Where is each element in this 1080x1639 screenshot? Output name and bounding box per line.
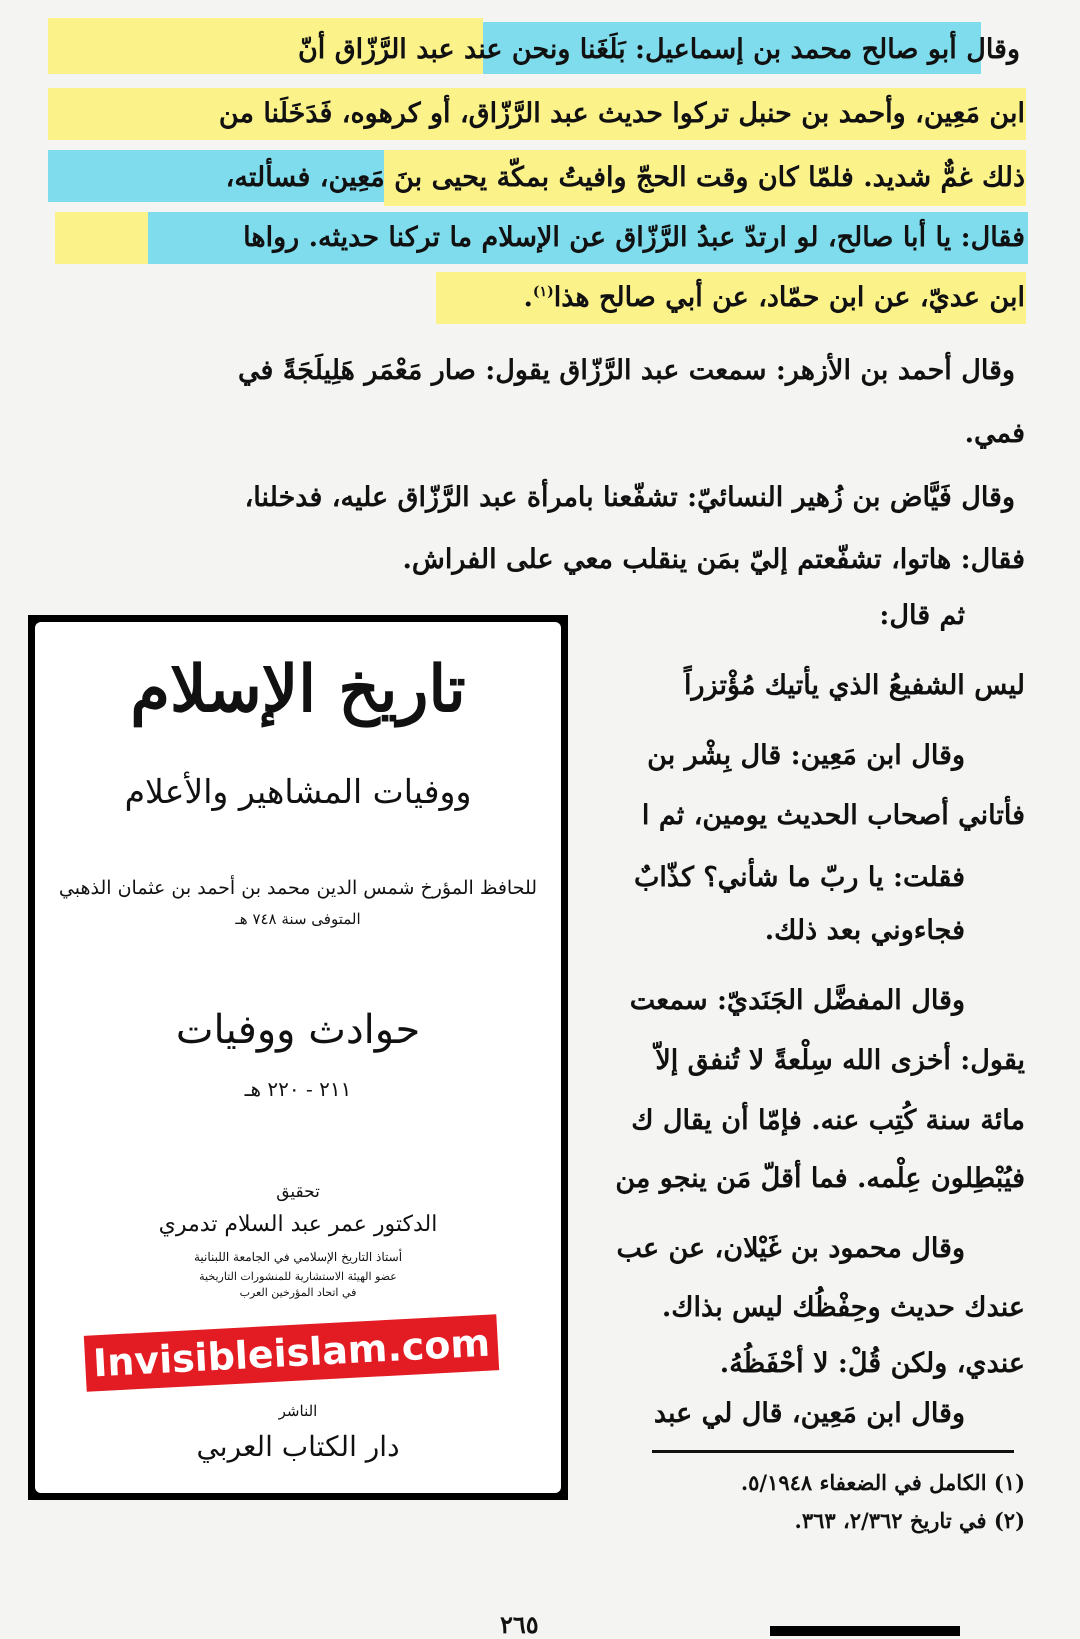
- footnote-rule: [652, 1450, 1014, 1453]
- cover-years: ٢١١ - ٢٢٠ هـ: [244, 1077, 352, 1101]
- cover-subtitle: ووفيات المشاهير والأعلام: [124, 772, 472, 811]
- cover-died: المتوفى سنة ٧٤٨ هـ: [235, 910, 361, 928]
- black-bar: [770, 1626, 960, 1636]
- footnote-mark-1: (١): [532, 284, 554, 300]
- footnote-2: (٢) في تاريخ ٢/٣٦٢، ٣٦٣.: [794, 1508, 1025, 1533]
- highlight-yellow-4: [55, 212, 148, 264]
- text-line-22: عندي، ولكن قُلْ: لا أحْفَظُهُ.: [719, 1348, 1025, 1379]
- text-line-3: ذلك غمٌّ شديد. فلمّا كان وقت الحجّ وافيتُ بمكّة يحيى بنَ مَعِين، فسألته،: [225, 162, 1025, 193]
- text-line-4: فقال: يا أبا صالح، لو ارتدّ عبدُ الرَّزّاق عن الإسلام ما تركنا حديثه. رواها: [243, 222, 1025, 253]
- cover-author: للحافظ المؤرخ شمس الدين محمد بن أحمد بن عثمان الذهبي: [58, 877, 538, 899]
- text-line-1: وقال أبو صالح محمد بن إسماعيل: بَلَغَنا ونحن عند عبد الرَّزّاق أنّ: [297, 34, 1020, 65]
- cover-publisher: دار الكتاب العربي: [196, 1430, 400, 1463]
- cover-editor: الدكتور عمر عبد السلام تدمري: [158, 1212, 438, 1237]
- text-line-23: وقال ابن مَعِين، قال لي عبد: [653, 1398, 965, 1429]
- text-line-21: عندك حديث وحِفْظُك ليس بذاك.: [661, 1292, 1025, 1323]
- cover-editor-line3: في اتحاد المؤرخين العرب: [239, 1286, 357, 1299]
- text-line-14: فقلت: يا ربّ ما شأني؟ كذّابٌ: [633, 862, 965, 893]
- text-line-12-text: وقال ابن مَعِين: قال بِشْر بن: [647, 740, 965, 771]
- text-line-20: وقال محمود بن غَيْلان، عن عب: [616, 1233, 965, 1264]
- footnote-1: (١) الكامل في الضعفاء ٥/١٩٤٨.: [740, 1470, 1025, 1495]
- text-line-2: ابن مَعِين، وأحمد بن حنبل تركوا حديث عبد الرَّزّاق، أو كرهوه، فَدَخَلَنا من: [218, 98, 1025, 129]
- text-line-16: وقال المفضَّل الجَنَديّ: سمعت: [629, 985, 965, 1016]
- page-number: ٢٦٥: [500, 1610, 539, 1639]
- cover-part: حوادث ووفيات: [175, 1007, 421, 1053]
- text-line-11: ليس الشفيعُ الذي يأتيك مُؤْتزراً: [684, 670, 1025, 701]
- text-line-18: مائة سنة كُتِب عنه. فإمّا أن يقال ك: [631, 1105, 1025, 1136]
- text-line-5: ابن عديّ، عن ابن حمّاد، عن أبي صالح هذا$^{(١)}$.: [523, 282, 1025, 313]
- text-line-5-text: ابن عديّ، عن ابن حمّاد، عن أبي صالح هذا: [553, 282, 1025, 313]
- text-line-10: ثم قال:: [879, 600, 965, 631]
- cover-edited-label: تحقيق: [276, 1182, 320, 1202]
- text-line-9: فقال: هاتوا، تشفّعتم إليّ بمَن ينقلب معي على الفراش.: [402, 544, 1025, 575]
- text-line-15: فجاءوني بعد ذلك.: [764, 915, 965, 946]
- text-line-6: وقال أحمد بن الأزهر: سمعت عبد الرَّزّاق يقول: صار مَعْمَر هَلِيلَجَةً في: [237, 355, 1015, 386]
- text-line-19: فيُبْطِلون عِلْمه. فما أقلّ مَن ينجو مِن: [615, 1163, 1025, 1194]
- text-line-13: فأتاني أصحاب الحديث يومين، ثم ا: [641, 800, 1025, 831]
- cover-editor-line2: عضو الهيئة الاستشارية للمنشورات التاريخية: [199, 1270, 397, 1283]
- cover-editor-line1: أستاذ التاريخ الإسلامي في الجامعة اللبنانية: [193, 1250, 403, 1264]
- cover-publisher-label: الناشر: [278, 1402, 318, 1420]
- text-line-12: [647, 740, 965, 772]
- text-line-17: يقول: أخزى الله سِلْعةً لا تُنفق إلاّ: [655, 1045, 1025, 1076]
- text-line-8: وقال فَيَّاض بن زُهير النسائيّ: تشفّعنا بامرأة عبد الرَّزّاق عليه، فدخلنا،: [244, 482, 1015, 513]
- text-line-7: فمي.: [964, 418, 1025, 449]
- watermark-banner: Invisibleislam.com: [84, 1314, 499, 1392]
- cover-title: تاريخ الإسلام: [130, 652, 466, 727]
